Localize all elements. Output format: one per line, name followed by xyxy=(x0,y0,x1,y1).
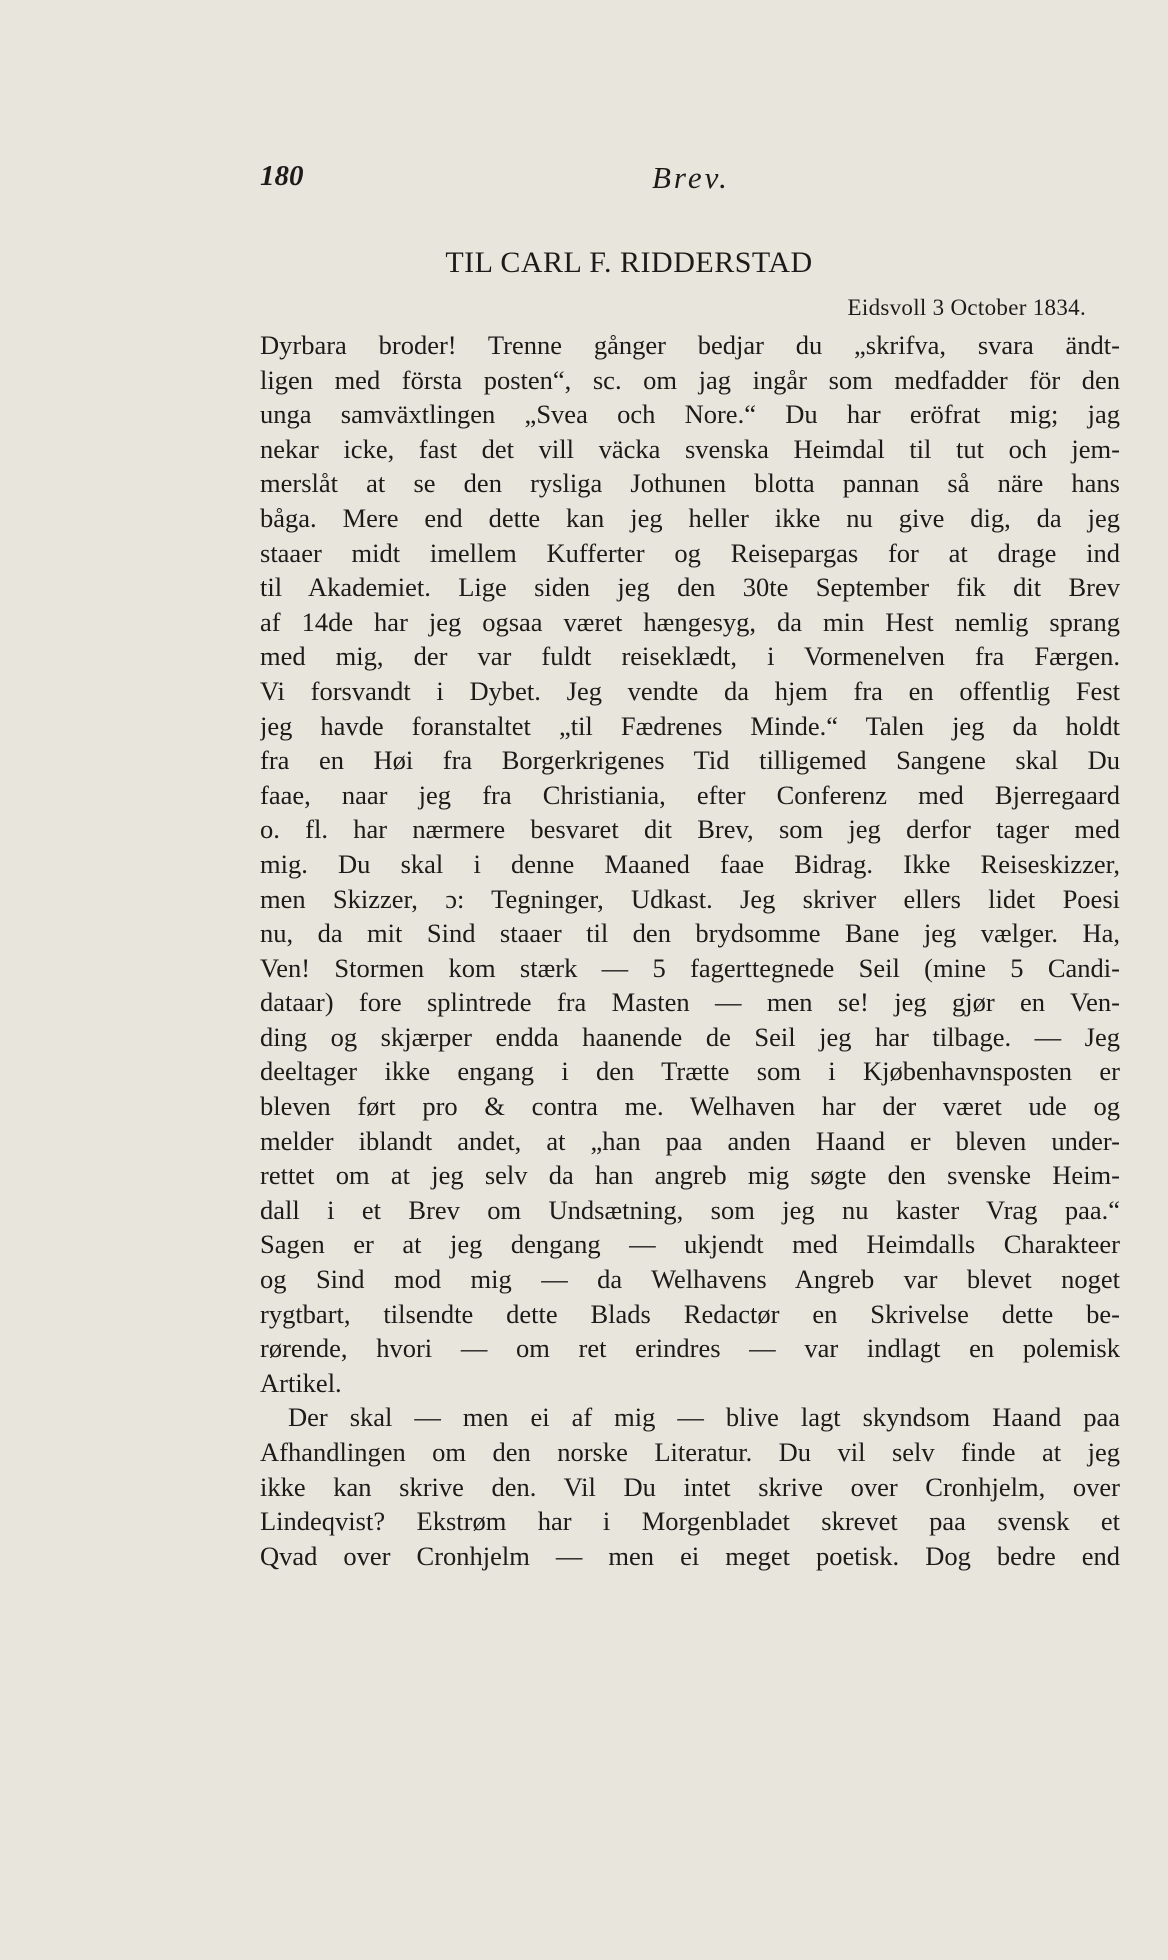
letter-heading: TIL CARL F. RIDDERSTAD xyxy=(445,246,813,279)
text-line: dataar) fore splintrede fra Masten — men se! jeg gjør en Ven- xyxy=(260,987,1120,1018)
page-number: 180 xyxy=(260,160,304,192)
running-head xyxy=(260,160,1120,200)
text-line: faae, naar jeg fra Christiania, efter Conferenz med Bjerregaard xyxy=(260,779,1120,810)
running-title: Brev. xyxy=(652,160,730,195)
text-line: Dyrbara broder! Trenne gånger bedjar du „skrifva, svara ändt- xyxy=(260,330,1120,360)
text-line: rygtbart, tilsendte dette Blads Redactør en Skrivelse dette be- xyxy=(260,1298,1120,1329)
dateline: Eidsvoll 3 October 1834. xyxy=(847,295,1086,320)
text-line: melder iblandt andet, at „han paa anden Haand er bleven under- xyxy=(260,1125,1120,1156)
text-line: til Akademiet. Lige siden jeg den 30te September fik dit Brev xyxy=(260,572,1120,603)
text-line: ikke kan skrive den. Vil Du intet skrive over Cronhjelm, over xyxy=(260,1471,1120,1502)
letter-body xyxy=(260,328,1120,1573)
text-line: dall i et Brev om Undsætning, som jeg nu kaster Vrag paa.“ xyxy=(260,1194,1120,1225)
text-line: Lindeqvist? Ekstrøm har i Morgenbladet skrevet paa svensk et xyxy=(260,1506,1120,1537)
text-line: rettet om at jeg selv da han angreb mig søgte den svenske Heim- xyxy=(260,1160,1120,1191)
text-line: og Sind mod mig — da Welhavens Angreb var blevet noget xyxy=(260,1264,1120,1295)
text-line: nu, da mit Sind staaer til den brydsomme Bane jeg vælger. Ha, xyxy=(260,918,1120,949)
text-line: jeg havde foranstaltet „til Fædrenes Minde.“ Talen jeg da holdt xyxy=(260,710,1120,741)
text-line: Vi forsvandt i Dybet. Jeg vendte da hjem fra en offentlig Fest xyxy=(260,675,1120,706)
text-line: nekar icke, fast det vill väcka svenska Heimdal til tut och jem- xyxy=(260,433,1120,464)
text-line: Sagen er at jeg dengang — ukjendt med Heimdalls Charakteer xyxy=(260,1229,1120,1260)
text-line: Der skal — men ei af mig — blive lagt skyndsom Haand paa xyxy=(288,1402,1120,1433)
text-line: Ven! Stormen kom stærk — 5 fagerttegnede Seil (mine 5 Candi- xyxy=(260,952,1120,983)
text-line: o. fl. har nærmere besvaret dit Brev, som jeg derfor tager med xyxy=(260,814,1120,845)
text-line: båga. Mere end dette kan jeg heller ikke nu give dig, da jeg xyxy=(260,502,1120,533)
text-line: med mig, der var fuldt reiseklædt, i Vormenelven fra Færgen. xyxy=(260,641,1120,672)
text-line: staaer midt imellem Kufferter og Reisepargas for at drage ind xyxy=(260,537,1120,568)
text-line: Qvad over Cronhjelm — men ei meget poetisk. Dog bedre end xyxy=(260,1540,1120,1571)
text-line: merslåt at se den rysliga Jothunen blotta pannan så näre hans xyxy=(260,468,1120,499)
text-line: ligen med första posten“, sc. om jag ingår som medfadder för den xyxy=(260,364,1120,395)
text-line: deeltager ikke engang i den Trætte som i Kjøbenhavnsposten er xyxy=(260,1056,1120,1087)
text-line: men Skizzer, ɔ: Tegninger, Udkast. Jeg skriver ellers lidet Poesi xyxy=(260,883,1120,914)
text-line: af 14de har jeg ogsaa været hængesyg, da min Hest nemlig sprang xyxy=(260,606,1120,637)
text-line: ding og skjærper endda haanende de Seil jeg har tilbage. — Jeg xyxy=(260,1021,1120,1052)
text-line: Artikel. xyxy=(260,1367,342,1398)
text-line: unga samväxtlingen „Svea och Nore.“ Du har eröfrat mig; jag xyxy=(260,399,1120,430)
text-line: bleven ført pro & contra me. Welhaven har der været ude og xyxy=(260,1091,1120,1122)
text-line: mig. Du skal i denne Maaned faae Bidrag. Ikke Reiseskizzer, xyxy=(260,848,1120,879)
text-line: Afhandlingen om den norske Literatur. Du vil selv finde at jeg xyxy=(260,1437,1120,1467)
text-line: rørende, hvori — om ret erindres — var indlagt en polemisk xyxy=(260,1333,1120,1364)
text-line: fra en Høi fra Borgerkrigenes Tid tilligemed Sangene skal Du xyxy=(260,745,1120,776)
